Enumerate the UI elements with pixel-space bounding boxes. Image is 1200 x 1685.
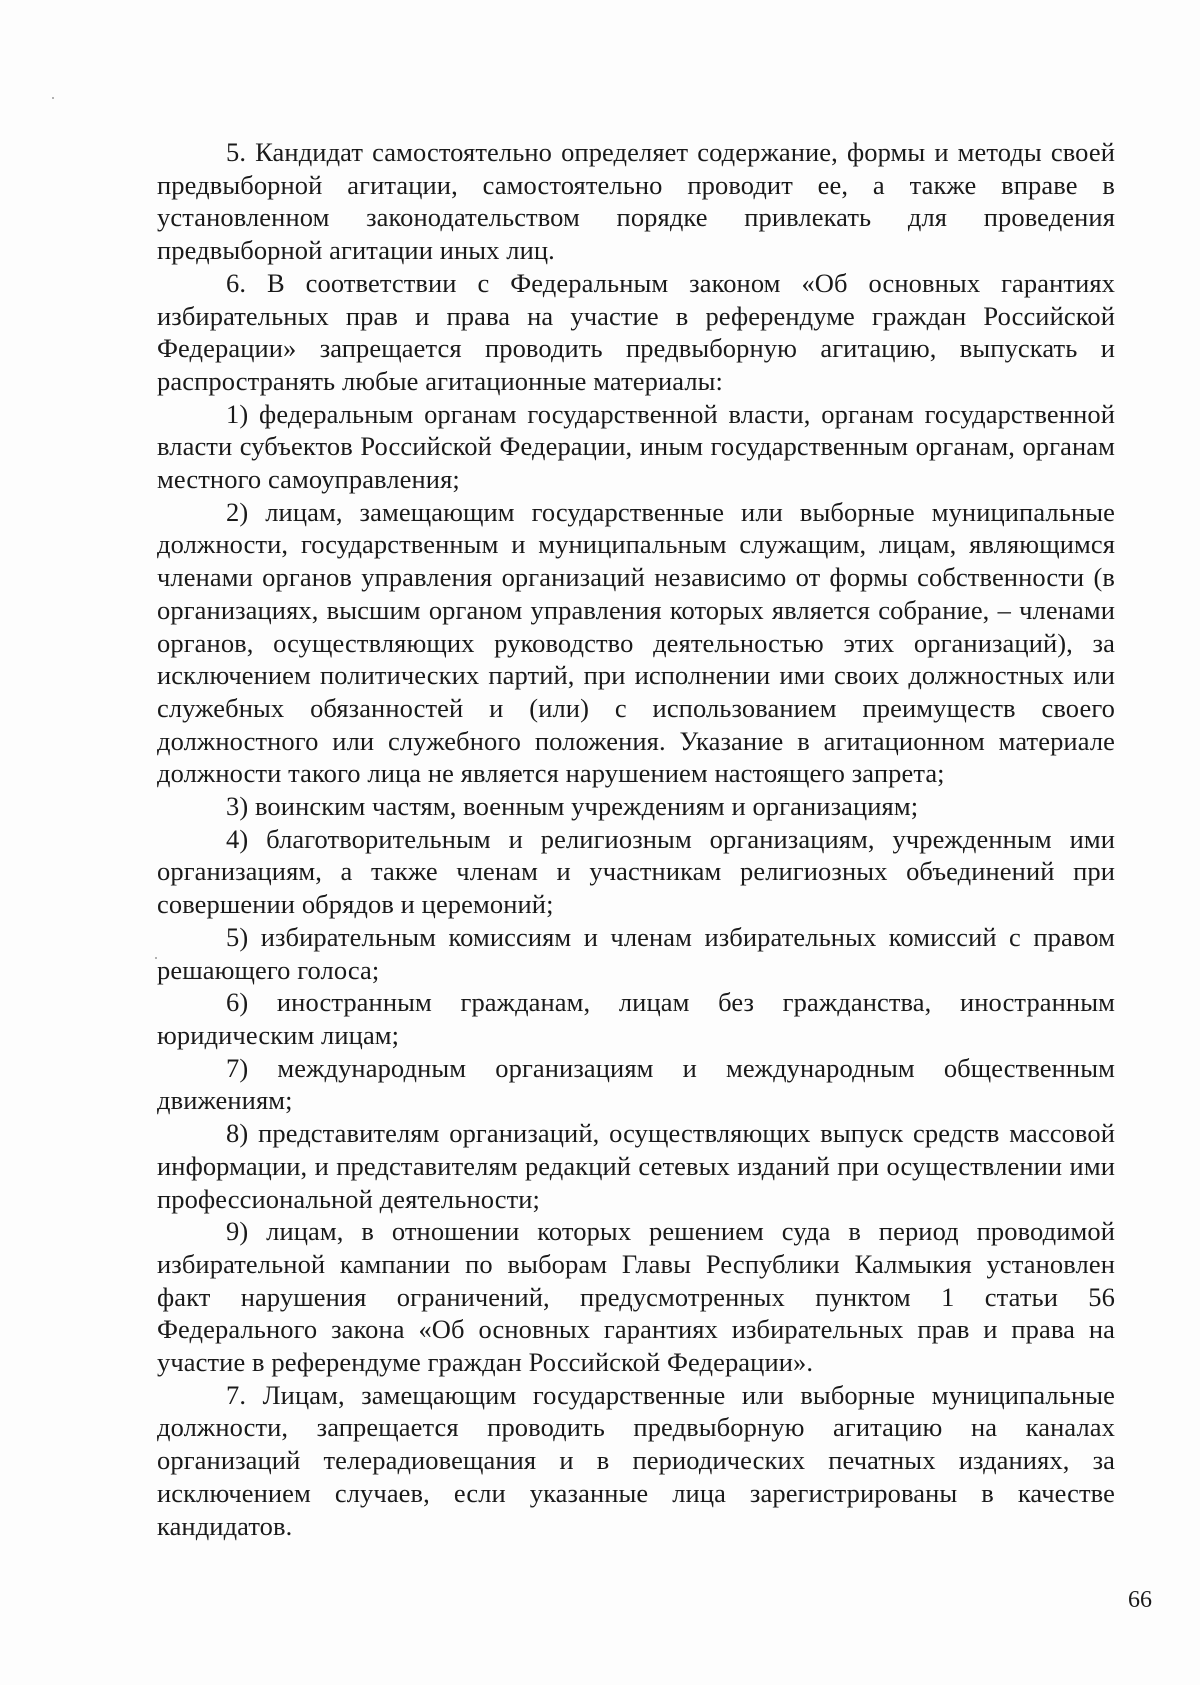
list-item-6: 6) иностранным гражданам, лицам без гражданства, иностранным юридическим лицам;: [157, 987, 1115, 1050]
list-item-4: 4) благотворительным и религиозным организациям, учрежденным ими организациям, а также членам и участникам религиозных объединений при совершении обрядов и церемоний;: [157, 823, 1115, 920]
list-item-8: 8) представителям организаций, осуществляющих выпуск средств массовой информации, и представителям редакций сетевых изданий при осуществлении ими профессиональной деятельности;: [157, 1118, 1115, 1214]
scan-speck: [52, 97, 54, 99]
document-body: [157, 136, 1115, 1542]
list-item-7: 7) международным организациям и международным общественным движениям;: [157, 1052, 1115, 1116]
page-number: 66: [1128, 1587, 1152, 1613]
list-item-3: 3) воинским частям, военным учреждениям и организациям;: [226, 791, 919, 822]
paragraph-item-6: 6. В соответствии с Федеральным законом «Об основных гарантиях избирательных прав и права на участие в референдуме граждан Российской Федерации» запрещается проводить предвыборную агитацию, выпускать и распространять любые агитационные материалы:: [157, 267, 1115, 396]
list-item-9: 9) лицам, в отношении которых решением суда в период проводимой избирательной кампании по выборам Главы Республики Калмыкия установлен факт нарушения ограничений, предусмотренных пунктом 1 статьи 56 Федерального закона «Об основных гарантиях избирательных прав и права на участие в референдуме граждан Российской Федерации».: [157, 1216, 1115, 1378]
paragraph-item-7: 7. Лицам, замещающим государственные или выборные муниципальные должности, запрещается проводить предвыборную агитацию на каналах организаций телерадиовещания и в периодических печатных изданиях, за исключением случаев, если указанные лица зарегистрированы в качестве кандидатов.: [157, 1379, 1115, 1541]
list-item-2: 2) лицам, замещающим государственные или выборные муниципальные должности, государственным и муниципальным служащим, лицам, являющимся членами органов управления организаций независимо от формы собственности (в организациях, высшим органом управления которых является собрание, – членами органов, осуществляющих руководство деятельностью этих организаций), за исключением политических партий, при исполнении ими своих должностных или служебных обязанностей и (или) с использованием преимуществ своего должностного или служебного положения. Указание в агитационном материале должности такого лица не является нарушением настоящего запрета;: [157, 496, 1115, 789]
paragraph-item-5: 5. Кандидат самостоятельно определяет содержание, формы и методы своей предвыборной агитации, самостоятельно проводит ее, а также вправе в установленном законодательством порядке привлекать для проведения предвыборной агитации иных лиц.: [157, 137, 1115, 266]
list-item-1: 1) федеральным органам государственной власти, органам государственной власти субъектов Российской Федерации, иным государственным органам, органам местного самоуправления;: [157, 398, 1115, 495]
list-item-5: 5) избирательным комиссиям и членам избирательных комиссий с правом решающего голоса;: [157, 921, 1115, 985]
